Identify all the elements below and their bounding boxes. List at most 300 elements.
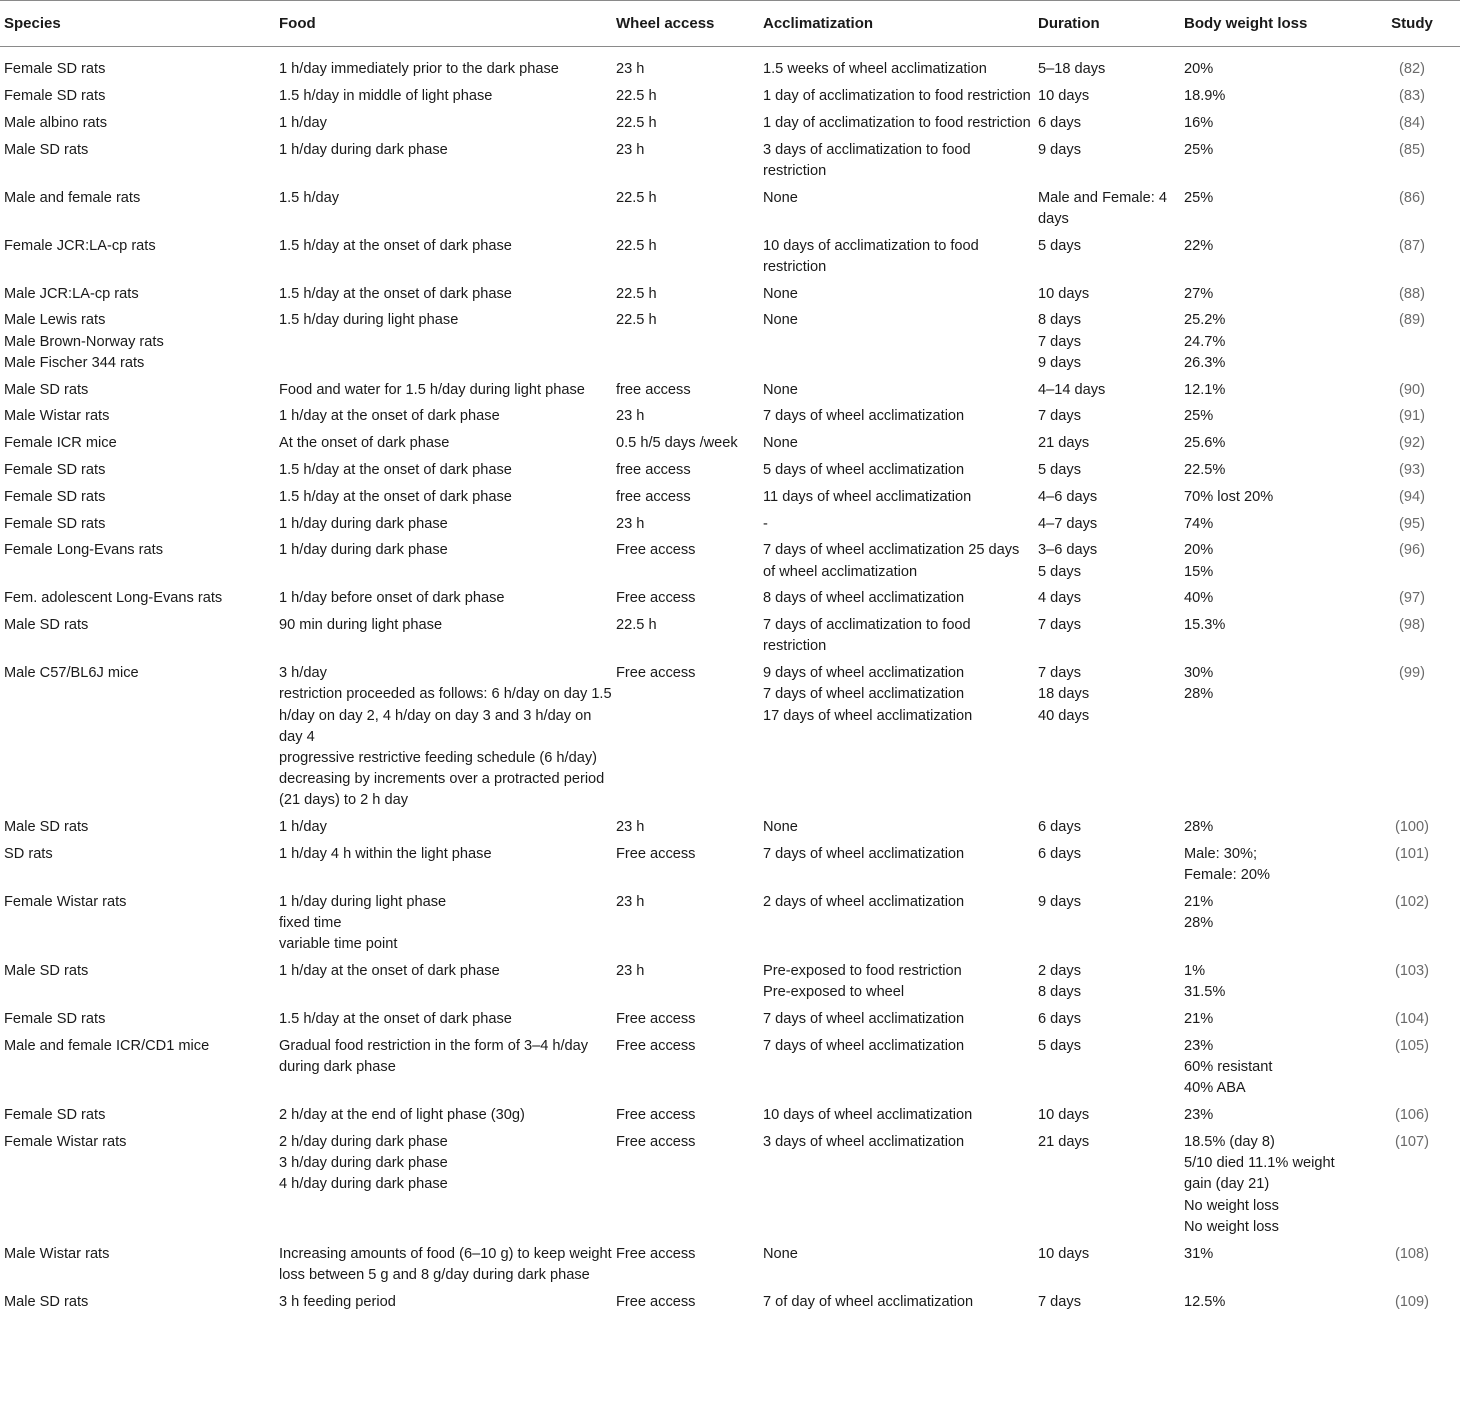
cell-species-line: Male SD rats — [4, 381, 89, 398]
cell-body-weight-loss-line: 31% — [1184, 1245, 1214, 1262]
cell-species — [0, 457, 275, 484]
cell-acclimatization — [759, 185, 1034, 233]
table-row — [0, 430, 1460, 457]
cell-study: (95) — [1399, 515, 1425, 532]
cell-acclimatization-line: None — [763, 819, 798, 836]
table-row — [0, 484, 1460, 511]
header-duration: Duration — [1034, 1, 1180, 47]
cell-body-weight-loss-line: 25% — [1184, 408, 1214, 425]
cell-acclimatization-line: None — [763, 381, 798, 398]
cell-duration — [1034, 585, 1180, 612]
cell-body-weight-loss-line: 28% — [1184, 915, 1214, 932]
table-row — [0, 1006, 1460, 1033]
cell-acclimatization — [759, 814, 1034, 841]
cell-species-line: Female SD rats — [4, 461, 106, 478]
cell-study: (87) — [1399, 237, 1425, 254]
cell-body-weight-loss-line: No weight loss — [1184, 1218, 1279, 1235]
cell-acclimatization-line: 11 days of wheel acclimatization — [763, 488, 972, 505]
cell-species-line: Female SD rats — [4, 1107, 106, 1124]
cell-food — [275, 137, 612, 185]
cell-study: (82) — [1399, 61, 1425, 78]
cell-wheel-access — [612, 585, 759, 612]
cell-body-weight-loss — [1180, 537, 1364, 585]
cell-body-weight-loss-line: 22% — [1184, 237, 1214, 254]
cell-acclimatization — [759, 484, 1034, 511]
table-row — [0, 281, 1460, 308]
cell-species-line: Female JCR:LA-cp rats — [4, 237, 156, 254]
cell-wheel-access-line: 22.5 h — [616, 285, 657, 302]
cell-body-weight-loss — [1180, 1033, 1364, 1102]
cell-body-weight-loss — [1180, 1006, 1364, 1033]
cell-food-line: 3 h feeding period — [279, 1293, 396, 1310]
cell-food — [275, 1033, 612, 1102]
cell-duration-line: 4 days — [1038, 590, 1081, 607]
cell-wheel-access — [612, 1033, 759, 1102]
cell-food — [275, 281, 612, 308]
cell-species — [0, 1129, 275, 1241]
table-row — [0, 537, 1460, 585]
cell-species — [0, 110, 275, 137]
cell-duration-line: 10 days — [1038, 88, 1090, 104]
cell-duration — [1034, 1033, 1180, 1102]
cell-body-weight-loss — [1180, 307, 1364, 376]
cell-food-line: 1 h/day immediately prior to the dark phase — [279, 61, 559, 78]
cell-body-weight-loss — [1180, 1102, 1364, 1129]
cell-food — [275, 660, 612, 814]
cell-acclimatization-line: 7 days of wheel acclimatization — [763, 408, 965, 425]
table-row — [0, 110, 1460, 137]
cell-body-weight-loss-line: 16% — [1184, 114, 1214, 131]
cell-study: (93) — [1399, 461, 1425, 478]
cell-duration-line: Male and Female: 4 days — [1038, 189, 1167, 227]
cell-food — [275, 814, 612, 841]
cell-body-weight-loss-line: 74% — [1184, 515, 1214, 532]
cell-food-line: 1 h/day — [279, 114, 327, 131]
cell-study: (85) — [1399, 141, 1425, 158]
cell-species — [0, 307, 275, 376]
cell-food-line: 1.5 h/day at the onset of dark phase — [279, 488, 512, 505]
cell-species — [0, 377, 275, 404]
table-row — [0, 83, 1460, 110]
header-acclimatization: Acclimatization — [759, 1, 1034, 47]
cell-wheel-access-line: 23 h — [616, 963, 645, 980]
cell-duration — [1034, 958, 1180, 1006]
cell-wheel-access — [612, 403, 759, 430]
cell-food-line: 1.5 h/day — [279, 189, 340, 206]
cell-species — [0, 137, 275, 185]
cell-wheel-access-line: 22.5 h — [616, 312, 657, 329]
cell-body-weight-loss-line: Female: 20% — [1184, 867, 1270, 884]
cell-wheel-access — [612, 660, 759, 814]
cell-wheel-access-line: 23 h — [616, 893, 645, 910]
cell-body-weight-loss-line: 25% — [1184, 189, 1214, 206]
cell-study: (92) — [1399, 435, 1425, 452]
cell-body-weight-loss-line: 40% — [1184, 590, 1214, 607]
table-row — [0, 47, 1460, 83]
cell-duration — [1034, 814, 1180, 841]
cell-food — [275, 307, 612, 376]
cell-species — [0, 1289, 275, 1316]
cell-food — [275, 233, 612, 281]
cell-acclimatization — [759, 137, 1034, 185]
cell-body-weight-loss — [1180, 281, 1364, 308]
cell-body-weight-loss-line: 25% — [1184, 141, 1214, 158]
cell-body-weight-loss-line: 40% ABA — [1184, 1080, 1246, 1097]
cell-duration-line: 6 days — [1038, 819, 1081, 836]
table-header — [0, 1, 1460, 47]
cell-body-weight-loss-line: No weight loss — [1184, 1197, 1279, 1214]
cell-food-line: 1 h/day during dark phase — [279, 141, 448, 158]
cell-species-line: Male SD rats — [4, 617, 89, 634]
cell-study: (109) — [1394, 1293, 1430, 1310]
cell-wheel-access — [612, 110, 759, 137]
cell-acclimatization — [759, 1102, 1034, 1129]
cell-acclimatization — [759, 1241, 1034, 1289]
cell-duration-line: 7 days — [1038, 408, 1081, 425]
cell-duration — [1034, 660, 1180, 814]
header-food: Food — [275, 1, 612, 47]
cell-body-weight-loss-line: 60% resistant — [1184, 1059, 1273, 1076]
cell-acclimatization-line: 17 days of wheel acclimatization — [763, 707, 973, 724]
cell-food — [275, 1289, 612, 1316]
cell-body-weight-loss-line: 22.5% — [1184, 461, 1226, 478]
cell-food-line: 1.5 h/day in middle of light phase — [279, 88, 493, 104]
cell-species — [0, 814, 275, 841]
cell-wheel-access-line: 22.5 h — [616, 88, 657, 104]
cell-acclimatization — [759, 110, 1034, 137]
cell-species — [0, 281, 275, 308]
cell-wheel-access-line: Free access — [616, 1037, 696, 1054]
cell-food-line: 2 h/day at the end of light phase (30g) — [279, 1107, 525, 1124]
cell-acclimatization — [759, 281, 1034, 308]
cell-study: (101) — [1394, 845, 1430, 862]
cell-body-weight-loss-line: 20% — [1184, 61, 1214, 78]
cell-acclimatization-line: None — [763, 189, 798, 206]
cell-food-line: 1 h/day before onset of dark phase — [279, 590, 505, 607]
cell-acclimatization — [759, 403, 1034, 430]
header-row — [0, 1, 1460, 47]
cell-body-weight-loss — [1180, 585, 1364, 612]
table-row — [0, 814, 1460, 841]
cell-body-weight-loss — [1180, 889, 1364, 958]
cell-wheel-access — [612, 137, 759, 185]
cell-duration-line: 21 days — [1038, 1133, 1090, 1150]
cell-wheel-access-line: 22.5 h — [616, 114, 657, 131]
cell-food-line: 1 h/day — [279, 819, 327, 836]
cell-body-weight-loss — [1180, 430, 1364, 457]
cell-body-weight-loss — [1180, 511, 1364, 538]
cell-body-weight-loss-line: 28% — [1184, 686, 1214, 703]
cell-duration — [1034, 511, 1180, 538]
cell-duration — [1034, 110, 1180, 137]
cell-species-line: Female Long-Evans rats — [4, 542, 163, 559]
table-row — [0, 585, 1460, 612]
cell-body-weight-loss — [1180, 1129, 1364, 1241]
cell-wheel-access-line: 0.5 h/5 days /week — [616, 435, 738, 452]
cell-acclimatization-line: 7 days of wheel acclimatization — [763, 845, 965, 862]
cell-duration — [1034, 281, 1180, 308]
cell-species-line: Female Wistar rats — [4, 893, 127, 910]
cell-food — [275, 585, 612, 612]
cell-food — [275, 1129, 612, 1241]
table-row — [0, 457, 1460, 484]
cell-duration-line: 4–7 days — [1038, 515, 1098, 532]
cell-wheel-access-line: Free access — [616, 845, 696, 862]
cell-wheel-access — [612, 841, 759, 889]
cell-acclimatization — [759, 585, 1034, 612]
table-row — [0, 137, 1460, 185]
cell-food-line: 1 h/day at the onset of dark phase — [279, 408, 500, 425]
cell-food-line: 1 h/day during dark phase — [279, 542, 448, 559]
cell-duration-line: 5–18 days — [1038, 61, 1106, 78]
cell-species-line: Male and female ICR/CD1 mice — [4, 1037, 210, 1054]
cell-duration-line: 18 days — [1038, 686, 1090, 703]
cell-wheel-access — [612, 233, 759, 281]
cell-duration-line: 10 days — [1038, 285, 1090, 302]
cell-species-line: Female SD rats — [4, 488, 106, 505]
cell-study: (105) — [1394, 1037, 1430, 1054]
cell-body-weight-loss-line: 18.5% (day 8) — [1184, 1133, 1275, 1150]
cell-duration — [1034, 307, 1180, 376]
cell-acclimatization-line: 10 days of acclimatization to food restriction — [763, 237, 979, 275]
cell-species-line: SD rats — [4, 845, 53, 862]
cell-acclimatization — [759, 47, 1034, 83]
cell-duration-line: 8 days — [1038, 984, 1081, 1001]
cell-study: (106) — [1394, 1107, 1430, 1124]
cell-food — [275, 83, 612, 110]
cell-acclimatization — [759, 537, 1034, 585]
table-row — [0, 185, 1460, 233]
cell-study: (94) — [1399, 488, 1425, 505]
cell-duration-line: 10 days — [1038, 1245, 1090, 1262]
cell-food — [275, 403, 612, 430]
cell-acclimatization — [759, 83, 1034, 110]
table-row — [0, 511, 1460, 538]
cell-wheel-access-line: Free access — [616, 1011, 696, 1028]
cell-species — [0, 1241, 275, 1289]
cell-wheel-access-line: 23 h — [616, 515, 645, 532]
cell-species-line: Female SD rats — [4, 88, 106, 104]
cell-wheel-access-line: 23 h — [616, 141, 645, 158]
cell-acclimatization-line: 8 days of wheel acclimatization — [763, 590, 965, 607]
cell-study: (89) — [1399, 312, 1425, 329]
cell-acclimatization — [759, 1289, 1034, 1316]
cell-species-line: Female ICR mice — [4, 435, 117, 452]
cell-species-line: Male Fischer 344 rats — [4, 354, 145, 371]
cell-study: (83) — [1399, 88, 1425, 104]
cell-acclimatization — [759, 841, 1034, 889]
cell-study: (86) — [1399, 189, 1425, 206]
header-wheel-access: Wheel access — [612, 1, 759, 47]
cell-duration — [1034, 1102, 1180, 1129]
cell-species-line: Male SD rats — [4, 141, 89, 158]
table-body — [0, 47, 1460, 1316]
cell-food — [275, 889, 612, 958]
cell-body-weight-loss — [1180, 137, 1364, 185]
cell-food-line: 1 h/day 4 h within the light phase — [279, 845, 492, 862]
cell-duration — [1034, 537, 1180, 585]
cell-species — [0, 660, 275, 814]
cell-wheel-access — [612, 1102, 759, 1129]
cell-duration — [1034, 83, 1180, 110]
cell-species — [0, 585, 275, 612]
cell-body-weight-loss — [1180, 484, 1364, 511]
cell-duration — [1034, 47, 1180, 83]
cell-acclimatization-line: None — [763, 1245, 798, 1262]
cell-species-line: Male Brown-Norway rats — [4, 333, 164, 350]
cell-species — [0, 83, 275, 110]
table-row — [0, 377, 1460, 404]
cell-duration — [1034, 1241, 1180, 1289]
cell-wheel-access — [612, 612, 759, 660]
cell-duration-line: 7 days — [1038, 617, 1081, 634]
cell-duration — [1034, 233, 1180, 281]
cell-body-weight-loss — [1180, 1289, 1364, 1316]
cell-species-line: Female SD rats — [4, 1011, 106, 1028]
cell-study: (108) — [1394, 1245, 1430, 1262]
cell-food-line: 3 h/day during dark phase — [279, 1155, 448, 1172]
table-row — [0, 307, 1460, 376]
cell-study: (100) — [1394, 819, 1430, 836]
cell-body-weight-loss-line: 20% — [1184, 542, 1214, 559]
cell-body-weight-loss-line: 12.5% — [1184, 1293, 1226, 1310]
cell-body-weight-loss-line: 26.3% — [1184, 354, 1226, 371]
cell-wheel-access — [612, 814, 759, 841]
cell-study: (91) — [1399, 408, 1425, 425]
cell-food-line: 2 h/day during dark phase — [279, 1133, 448, 1150]
cell-acclimatization-line: 3 days of wheel acclimatization — [763, 1133, 965, 1150]
cell-body-weight-loss-line: 21% — [1184, 893, 1214, 910]
cell-study: (107) — [1394, 1133, 1430, 1150]
cell-body-weight-loss — [1180, 377, 1364, 404]
cell-food — [275, 47, 612, 83]
cell-species — [0, 430, 275, 457]
cell-duration — [1034, 889, 1180, 958]
cell-acclimatization-line: 10 days of wheel acclimatization — [763, 1107, 973, 1124]
cell-body-weight-loss-line: 15.3% — [1184, 617, 1226, 634]
cell-acclimatization-line: 7 days of wheel acclimatization — [763, 686, 965, 703]
cell-body-weight-loss — [1180, 457, 1364, 484]
table-row — [0, 1102, 1460, 1129]
cell-species-line: Female SD rats — [4, 61, 106, 78]
cell-food — [275, 1241, 612, 1289]
cell-acclimatization-line: Pre-exposed to food restriction — [763, 963, 962, 980]
cell-duration-line: 7 days — [1038, 665, 1081, 682]
cell-acclimatization-line: 7 days of acclimatization to food restriction — [763, 617, 971, 655]
cell-duration-line: 9 days — [1038, 141, 1081, 158]
cell-body-weight-loss-line: 5/10 died 11.1% weight gain (day 21) — [1184, 1155, 1335, 1193]
cell-acclimatization-line: 1 day of acclimatization to food restriction — [763, 88, 1031, 104]
cell-wheel-access-line: Free access — [616, 665, 696, 682]
cell-study: (104) — [1394, 1011, 1430, 1028]
cell-acclimatization — [759, 307, 1034, 376]
cell-duration-line: 8 days — [1038, 312, 1081, 329]
cell-species-line: Male Wistar rats — [4, 408, 110, 425]
table-row — [0, 1241, 1460, 1289]
cell-body-weight-loss-line: 25.2% — [1184, 312, 1226, 329]
cell-species-line: Fem. adolescent Long-Evans rats — [4, 590, 223, 607]
cell-study: (88) — [1399, 285, 1425, 302]
cell-wheel-access — [612, 185, 759, 233]
cell-acclimatization-line: None — [763, 285, 798, 302]
cell-wheel-access — [612, 537, 759, 585]
cell-duration-line: 5 days — [1038, 1037, 1081, 1054]
cell-duration-line: 4–14 days — [1038, 381, 1106, 398]
cell-species — [0, 185, 275, 233]
cell-food-line: Gradual food restriction in the form of 3–4 h/day during dark phase — [279, 1037, 589, 1076]
cell-wheel-access-line: 22.5 h — [616, 617, 657, 634]
cell-duration-line: 3–6 days — [1038, 542, 1098, 559]
cell-acclimatization-line: 7 days of wheel acclimatization — [763, 1037, 965, 1054]
cell-duration-line: 4–6 days — [1038, 488, 1098, 505]
cell-acclimatization-line: None — [763, 435, 798, 452]
cell-food — [275, 430, 612, 457]
cell-acclimatization — [759, 958, 1034, 1006]
cell-acclimatization-line: 7 of day of wheel acclimatization — [763, 1293, 974, 1310]
cell-body-weight-loss-line: 28% — [1184, 819, 1214, 836]
cell-body-weight-loss-line: 24.7% — [1184, 333, 1226, 350]
cell-wheel-access-line: Free access — [616, 590, 696, 607]
cell-acclimatization-line: 7 days of wheel acclimatization — [763, 1011, 965, 1028]
cell-body-weight-loss-line: 21% — [1184, 1011, 1214, 1028]
cell-body-weight-loss — [1180, 814, 1364, 841]
cell-study: (90) — [1399, 381, 1425, 398]
cell-wheel-access — [612, 457, 759, 484]
header-study: Study — [1364, 1, 1460, 47]
cell-wheel-access — [612, 430, 759, 457]
cell-duration-line: 6 days — [1038, 845, 1081, 862]
cell-acclimatization-line: None — [763, 312, 798, 329]
table-row — [0, 1033, 1460, 1102]
cell-duration-line: 5 days — [1038, 563, 1081, 580]
cell-wheel-access-line: 23 h — [616, 819, 645, 836]
cell-wheel-access — [612, 83, 759, 110]
cell-duration-line: 5 days — [1038, 237, 1081, 254]
table-row — [0, 403, 1460, 430]
cell-body-weight-loss — [1180, 660, 1364, 814]
cell-food-line: 4 h/day during dark phase — [279, 1176, 448, 1193]
cell-species-line: Male SD rats — [4, 819, 89, 836]
cell-food-line: 3 h/day — [279, 665, 327, 682]
cell-duration — [1034, 484, 1180, 511]
cell-wheel-access — [612, 1006, 759, 1033]
cell-species — [0, 841, 275, 889]
cell-acclimatization — [759, 660, 1034, 814]
cell-acclimatization-line: 1 day of acclimatization to food restriction — [763, 114, 1031, 131]
cell-wheel-access-line: free access — [616, 488, 691, 505]
cell-acclimatization-line: - — [763, 515, 768, 532]
cell-body-weight-loss — [1180, 612, 1364, 660]
cell-duration — [1034, 457, 1180, 484]
cell-acclimatization-line: 2 days of wheel acclimatization — [763, 893, 965, 910]
cell-body-weight-loss-line: 31.5% — [1184, 984, 1226, 1001]
cell-food-line: 1.5 h/day at the onset of dark phase — [279, 461, 512, 478]
cell-food-line: 1.5 h/day during light phase — [279, 312, 459, 329]
cell-body-weight-loss-line: 30% — [1184, 665, 1214, 682]
cell-wheel-access-line: Free access — [616, 542, 696, 559]
cell-species — [0, 1033, 275, 1102]
cell-species — [0, 233, 275, 281]
cell-acclimatization — [759, 889, 1034, 958]
cell-study: (102) — [1394, 893, 1430, 910]
cell-acclimatization — [759, 1129, 1034, 1241]
cell-species — [0, 47, 275, 83]
table-row — [0, 612, 1460, 660]
cell-food-line: restriction proceeded as follows: 6 h/day on day 1.5 h/day on day 2, 4 h/day on day 3 and 3 h/day on day 4 — [279, 686, 612, 745]
cell-acclimatization — [759, 377, 1034, 404]
cell-acclimatization — [759, 233, 1034, 281]
cell-wheel-access-line: free access — [616, 461, 691, 478]
